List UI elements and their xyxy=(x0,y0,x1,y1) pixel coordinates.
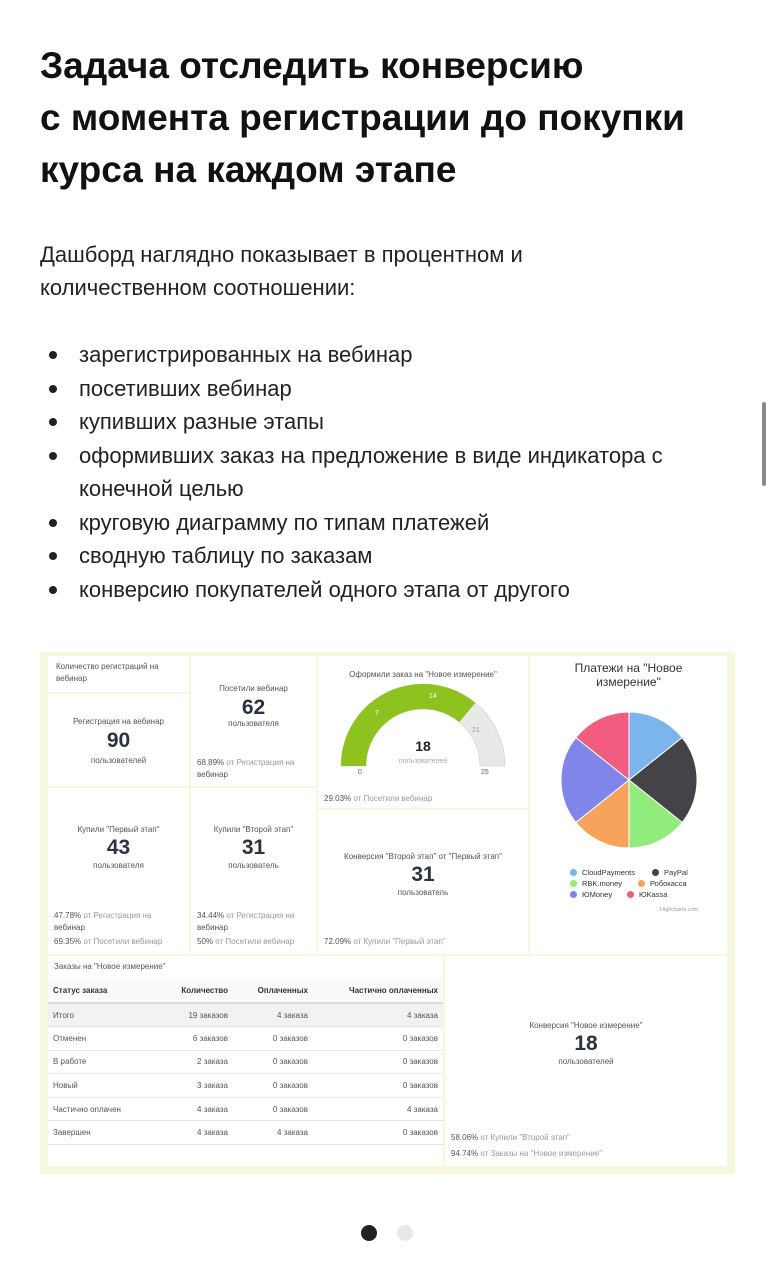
conversion-stage2-label: Конверсия "Второй этап" от "Первый этап" xyxy=(344,852,502,861)
note-text: от Купили "Первый этап" xyxy=(351,937,446,946)
note-text: от Регистрация на xyxy=(224,758,295,767)
table-cell: 0 заказов xyxy=(313,1050,443,1074)
table-row xyxy=(48,1074,443,1098)
table-cell: Завершен xyxy=(48,1121,158,1145)
gauge-tick-21: 21 xyxy=(472,727,480,734)
table-row xyxy=(48,1121,443,1145)
legend-label: ЮMoney xyxy=(582,890,613,899)
table-cell: 0 заказов xyxy=(313,1027,443,1051)
bullet-icon xyxy=(49,586,57,594)
conversion-new-unit: пользователей xyxy=(558,1057,614,1066)
table-cell: 2 заказа xyxy=(158,1050,233,1074)
table-cell: Частично оплачен xyxy=(48,1097,158,1121)
table-cell: 0 заказов xyxy=(233,1027,313,1051)
list-item-text: посетивших вебинар xyxy=(79,375,292,401)
table-cell: 6 заказов xyxy=(158,1027,233,1051)
legend-swatch xyxy=(570,891,577,898)
highcharts-credit[interactable]: Highcharts.com xyxy=(660,907,699,913)
list-item xyxy=(40,372,740,406)
table-cell: В работе xyxy=(48,1050,158,1074)
gauge-value: 18 xyxy=(415,738,431,754)
visited-webinar-card xyxy=(191,656,316,786)
table-cell: Итого xyxy=(48,1003,158,1027)
title-line: с момента регистрации до покупки xyxy=(40,97,685,138)
column-header[interactable]: Оплаченных xyxy=(233,978,313,1003)
note-text: от Посетили вебинар xyxy=(351,794,433,803)
list-item xyxy=(40,338,740,372)
gauge-unit: пользователей xyxy=(398,758,448,765)
bullet-icon xyxy=(49,519,57,527)
feature-list xyxy=(40,338,740,606)
legend-item xyxy=(570,868,635,877)
gauge-tick-14: 14 xyxy=(429,693,437,700)
visited-value: 62 xyxy=(241,696,266,719)
table-cell: 4 заказа xyxy=(313,1003,443,1027)
bullet-icon xyxy=(49,552,57,560)
stage2-note-visited xyxy=(197,936,294,948)
table-row xyxy=(48,1027,443,1051)
registrations-header-card xyxy=(48,656,189,692)
table-cell: 0 заказов xyxy=(233,1074,313,1098)
legend-swatch xyxy=(638,880,645,887)
table-cell: 0 заказов xyxy=(233,1097,313,1121)
legend-swatch xyxy=(652,869,659,876)
stage2-label: Купили "Второй этап" xyxy=(213,825,294,834)
column-header[interactable]: Количество xyxy=(158,978,233,1003)
note-percent: 58.06% xyxy=(451,1133,479,1142)
table-row xyxy=(48,1050,443,1074)
bullet-icon xyxy=(49,452,57,460)
stage2-note-registration xyxy=(197,910,294,922)
list-item xyxy=(40,405,740,439)
orders-table xyxy=(48,978,443,1145)
table-cell: 4 заказа xyxy=(158,1097,233,1121)
conversion-new-value: 18 xyxy=(574,1032,598,1055)
note-text: от Посетили вебинар xyxy=(81,937,163,946)
list-item-continuation xyxy=(40,472,740,506)
carousel-dot-active[interactable] xyxy=(361,1225,377,1241)
payments-pie-card xyxy=(530,656,727,954)
list-item-text: оформивших заказ на предложение в виде индикатора с xyxy=(79,442,663,468)
payments-title-line: измерение" xyxy=(596,675,661,689)
table-row xyxy=(48,1097,443,1121)
note-percent: 29.03% xyxy=(324,794,352,803)
bullet-icon xyxy=(49,385,57,393)
carousel-dot[interactable] xyxy=(397,1225,413,1241)
table-row-total xyxy=(48,1003,443,1027)
stage2-value: 31 xyxy=(241,836,266,859)
note-percent: 94.74% xyxy=(451,1149,479,1158)
conversion-new-note-orders xyxy=(451,1148,602,1160)
stage1-card xyxy=(48,788,189,954)
visited-label: Посетили вебинар xyxy=(219,684,288,693)
visited-unit: пользователя xyxy=(228,719,279,728)
conversion-new-note-stage2 xyxy=(451,1132,570,1144)
registrations-header-line: Количество регистраций на xyxy=(56,662,159,671)
gauge-tick-7: 7 xyxy=(375,710,379,717)
legend-label: CloudPayments xyxy=(582,868,635,877)
registration-unit: пользователей xyxy=(90,756,147,765)
visited-conversion-note xyxy=(197,757,294,769)
note-percent: 72.09% xyxy=(324,937,352,946)
gauge-card xyxy=(318,656,528,808)
note-percent: 47.78% xyxy=(54,911,82,920)
gauge-max: 25 xyxy=(481,769,489,776)
gauge-fill xyxy=(341,684,475,766)
legend-swatch xyxy=(570,880,577,887)
column-header[interactable]: Статус заказа xyxy=(48,978,158,1003)
table-cell: 19 заказов xyxy=(158,1003,233,1027)
list-item-text: купивших разные этапы xyxy=(79,409,324,434)
intro-paragraph xyxy=(40,238,740,304)
table-cell: 0 заказов xyxy=(233,1050,313,1074)
table-cell: 0 заказов xyxy=(313,1121,443,1145)
note-text: от Посетили вебинар xyxy=(213,937,295,946)
gauge-conversion-note xyxy=(324,793,432,805)
gauge-chart xyxy=(318,656,528,786)
note-text: от Заказы на "Новое измерение" xyxy=(478,1149,603,1158)
note-percent: 50% xyxy=(197,937,214,946)
title-line: Задача отследить конверсию xyxy=(40,45,584,86)
stage1-value: 43 xyxy=(106,836,131,859)
list-item-text: круговую диаграмму по типам платежей xyxy=(79,509,490,535)
list-item-text: сводную таблицу по заказам xyxy=(79,543,373,568)
intro-line: количественном соотношении: xyxy=(40,275,356,300)
legend-item xyxy=(570,879,622,888)
stage2-card xyxy=(191,788,316,954)
title-line: курса на каждом этапе xyxy=(40,149,457,190)
stage2-unit: пользователь xyxy=(228,861,279,870)
legend-label: RBK.money xyxy=(582,879,623,888)
legend-item xyxy=(638,879,687,888)
legend-label: Робокасса xyxy=(650,879,687,888)
conversion-stage2-value: 31 xyxy=(411,863,435,886)
note-percent: 34.44% xyxy=(197,911,225,920)
stage1-label: Купили "Первый этап" xyxy=(77,825,160,834)
bullet-icon xyxy=(49,351,57,359)
legend-item xyxy=(570,890,612,899)
legend-item xyxy=(627,890,667,899)
table-header-row xyxy=(48,978,443,1003)
stage1-note-visited xyxy=(54,936,162,948)
stage1-note-registration-line2: вебинар xyxy=(54,923,85,932)
conversion-new-label: Конверсия "Новое измерение" xyxy=(529,1021,643,1030)
conversion-stage2-note xyxy=(324,936,446,948)
page-title xyxy=(40,40,740,196)
registration-value: 90 xyxy=(106,729,131,752)
list-item-text: конверсию покупателей одного этапа от другого xyxy=(79,576,570,602)
note-percent: 68.89% xyxy=(197,758,225,767)
visited-conversion-note-line2: вебинар xyxy=(197,770,228,779)
conversion-stage2-card xyxy=(318,810,528,954)
gauge-title: Оформили заказ на "Новое измерение" xyxy=(349,670,497,679)
intro-line: Дашборд наглядно показывает в процентном и xyxy=(40,242,523,267)
list-item-text: зарегистрированных на вебинар xyxy=(79,342,413,367)
list-item xyxy=(40,506,740,540)
registration-card xyxy=(48,694,189,786)
note-text: от Купили "Второй этап" xyxy=(478,1133,570,1142)
payments-pie-chart xyxy=(530,656,727,866)
registration-label: Регистрация на вебинар xyxy=(73,717,164,726)
table-cell: 0 заказов xyxy=(313,1074,443,1098)
note-text: от Регистрация на xyxy=(224,911,295,920)
stage1-unit: пользователя xyxy=(93,861,144,870)
table-cell: 4 заказа xyxy=(158,1121,233,1145)
list-item-text: конечной целью xyxy=(79,476,244,501)
payments-title-line: Платежи на "Новое xyxy=(574,661,683,675)
note-percent: 69.35% xyxy=(54,937,82,946)
list-item xyxy=(40,439,740,473)
stage2-note-registration-line2: вебинар xyxy=(197,923,228,932)
legend-swatch xyxy=(570,869,577,876)
legend-swatch xyxy=(627,891,634,898)
list-item xyxy=(40,539,740,573)
legend-label: ЮKassa xyxy=(639,890,668,899)
legend-item xyxy=(652,868,688,877)
registrations-header xyxy=(56,661,159,685)
table-cell: 4 заказа xyxy=(233,1003,313,1027)
orders-title: Заказы на "Новое измерение" xyxy=(54,962,166,971)
note-text: от Регистрация на xyxy=(81,911,152,920)
gauge-min: 0 xyxy=(358,769,362,776)
table-cell: 4 заказа xyxy=(313,1097,443,1121)
list-item xyxy=(40,573,740,607)
scrollbar[interactable] xyxy=(762,402,766,486)
column-header[interactable]: Частично оплаченных xyxy=(313,978,443,1003)
table-cell: Новый xyxy=(48,1074,158,1098)
table-cell: 3 заказа xyxy=(158,1074,233,1098)
bullet-icon xyxy=(49,418,57,426)
legend-label: PayPal xyxy=(664,868,688,877)
dashboard-screenshot xyxy=(40,652,735,1174)
table-cell: Отменен xyxy=(48,1027,158,1051)
conversion-stage2-unit: пользователь xyxy=(397,888,449,897)
registrations-header-line: вебинар xyxy=(56,674,87,683)
table-cell: 4 заказа xyxy=(233,1121,313,1145)
stage1-note-registration xyxy=(54,910,151,922)
orders-table-card xyxy=(48,956,443,1166)
conversion-new-dimension-card xyxy=(445,956,727,1166)
